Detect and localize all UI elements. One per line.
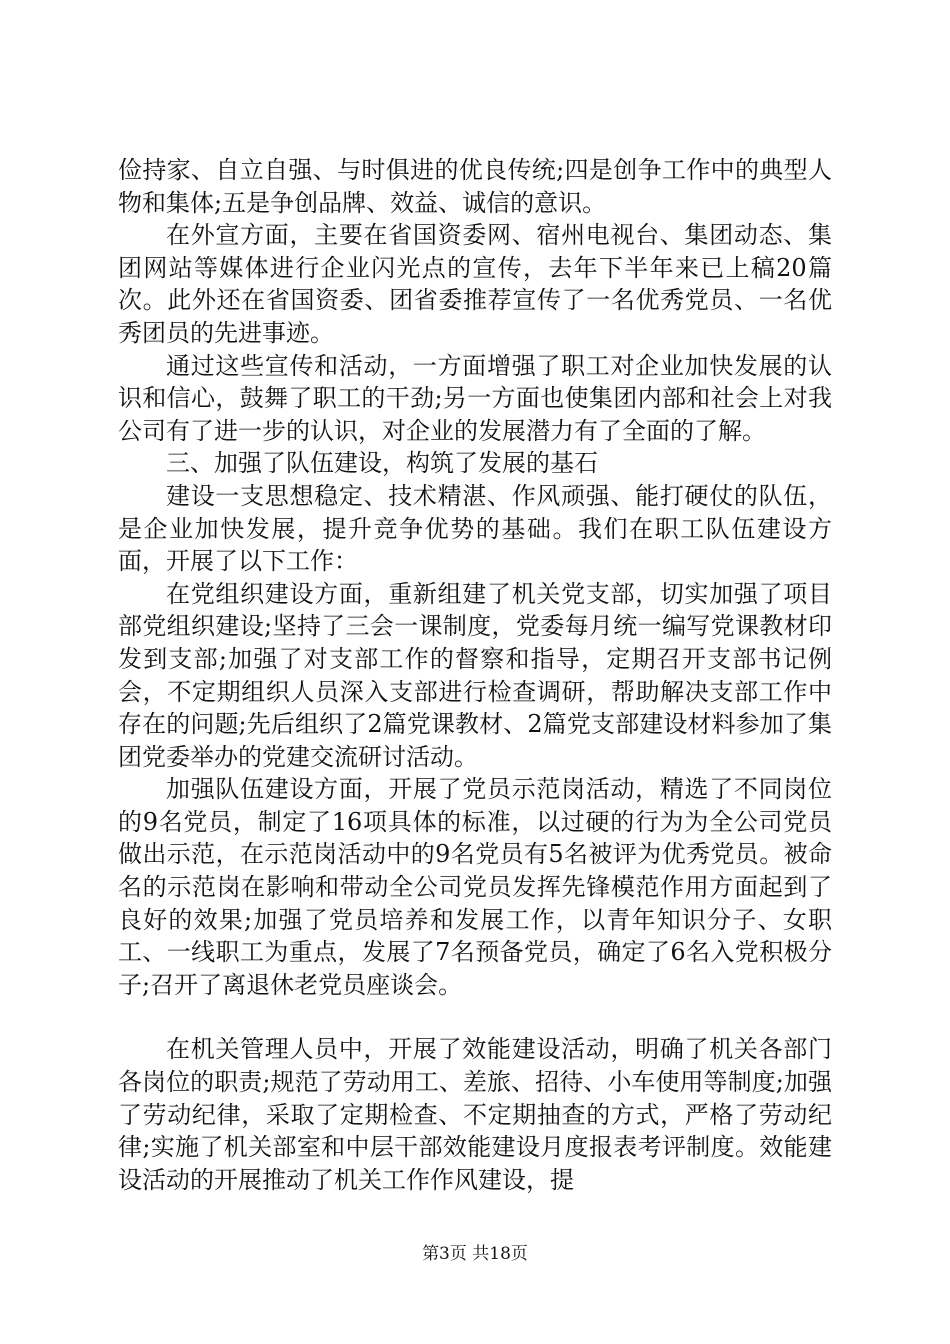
paragraph-party-organization: 在党组织建设方面，重新组建了机关党支部，切实加强了项目部党组织建设;坚持了三会一课制度，党委每月统一编写党课教材印发到支部;加强了对支部工作的督察和指导，定期召开支部书记例会，不定期组织人员深入支部进行检查调研，帮助解决支部工作中存在的问题;先后组织了2篇党课教材、2篇党支部建设材料参加了集团党委举办的党建交流研讨活动。 <box>118 579 832 771</box>
paragraph-continuation: 俭持家、自立自强、与时俱进的优良传统;四是创争工作中的典型人物和集体;五是争创品牌、效益、诚信的意识。 <box>118 156 832 217</box>
paragraph-efficiency-building: 在机关管理人员中，开展了效能建设活动，明确了机关各部门各岗位的职责;规范了劳动用工、差旅、招待、小车使用等制度;加强了劳动纪律，采取了定期检查、不定期抽查的方式，严格了劳动纪律;实施了机关部室和中层干部效能建设月度报表考评制度。效能建设活动的开展推动了机关工作作风建设，提 <box>118 1035 832 1194</box>
paragraph-team-strengthening: 加强队伍建设方面，开展了党员示范岗活动，精选了不同岗位的9名党员，制定了16项具体的标准，以过硬的行为为全公司党员做出示范，在示范岗活动中的9名党员有5名被评为优秀党员。被命名的示范岗在影响和带动全公司党员发挥先锋模范作用方面起到了良好的效果;加强了党员培养和发展工作，以青年知识分子、女职工、一线职工为重点，发展了7名预备党员，确定了6名入党积极分子;召开了离退休老党员座谈会。 <box>118 775 832 999</box>
paragraph-publicity-effects: 通过这些宣传和活动，一方面增强了职工对企业加快发展的认识和信心，鼓舞了职工的干劲;另一方面也使集团内部和社会上对我公司有了进一步的认识，对企业的发展潜力有了全面的了解。 <box>118 351 832 445</box>
paragraph-external-publicity: 在外宣方面，主要在省国资委网、宿州电视台、集团动态、集团网站等媒体进行企业闪光点的宣传，去年下半年来已上稿20篇次。此外还在省国资委、团省委推荐宣传了一名优秀党员、一名优秀团员的先进事迹。 <box>118 221 832 347</box>
document-body <box>118 154 832 1196</box>
section-heading: 三、加强了队伍建设，构筑了发展的基石 <box>166 449 598 478</box>
paragraph-gap <box>118 1001 832 1033</box>
page-footer: 第3页 共18页 <box>422 1244 528 1264</box>
paragraph-team-building-intro: 建设一支思想稳定、技术精湛、作风顽强、能打硬仗的队伍，是企业加快发展，提升竞争优势的基础。我们在职工队伍建设方面，开展了以下工作： <box>118 481 832 576</box>
